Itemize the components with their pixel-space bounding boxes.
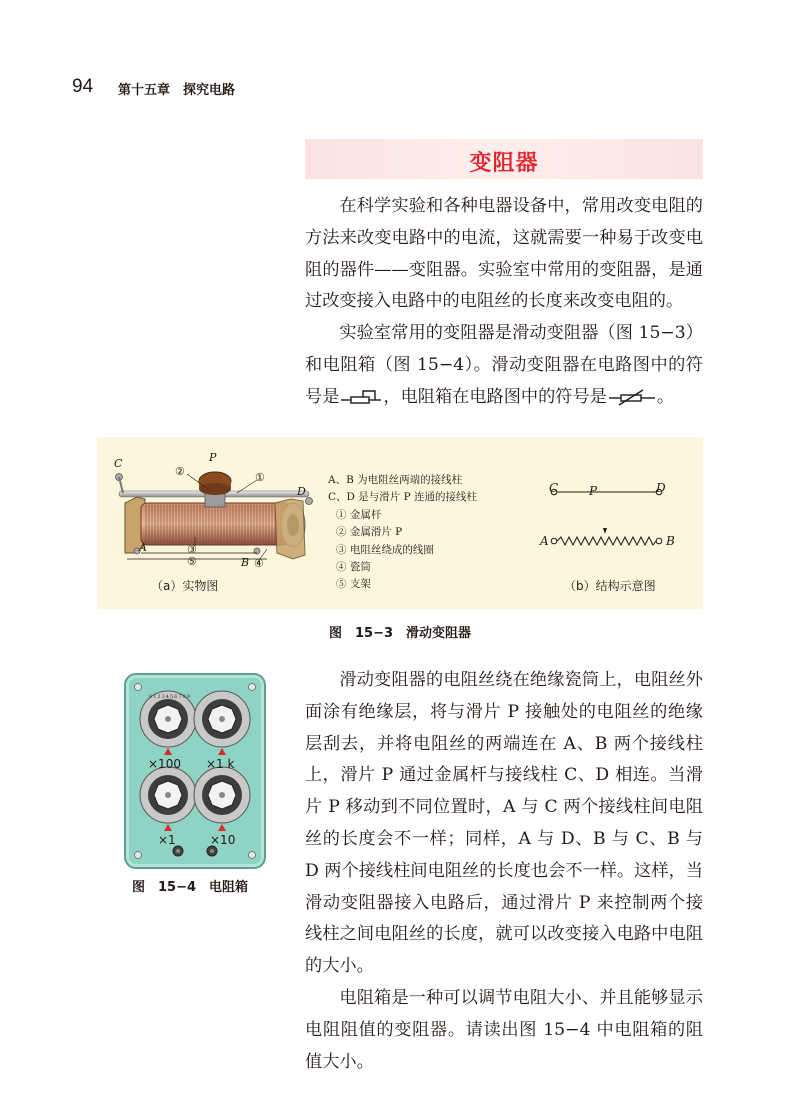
photo-label-2: ② bbox=[175, 465, 185, 478]
schematic-label-c: C bbox=[549, 481, 559, 495]
intro-p2-part-c: 。 bbox=[656, 386, 675, 407]
resistance-box bbox=[124, 673, 266, 869]
dial-1k bbox=[194, 691, 250, 747]
legend-item: ① 金属杆 bbox=[336, 508, 382, 521]
legend-item: A、B 为电阻丝两端的接线柱 bbox=[328, 474, 463, 486]
resistance-box-face bbox=[126, 675, 264, 867]
section-title-band bbox=[305, 139, 703, 179]
rheostat-symbol-icon bbox=[339, 387, 383, 407]
legend-item: C、D 是与滑片 P 连通的接线柱 bbox=[328, 491, 478, 504]
photo-label-3: ③ bbox=[187, 543, 197, 556]
legend-item: ④ 瓷筒 bbox=[336, 561, 371, 574]
dial-label-1: ×1 bbox=[158, 833, 176, 847]
schematic-label-b: B bbox=[666, 534, 675, 548]
resistance-box-symbol-icon bbox=[607, 387, 657, 407]
subcaption-b: （b）结构示意图 bbox=[564, 579, 656, 593]
section-title: 变阻器 bbox=[469, 151, 539, 176]
legend-item: ② 金属滑片 P bbox=[336, 526, 403, 539]
subcaption-a: （a）实物图 bbox=[151, 579, 219, 593]
chapter-title: 第十五章 探究电路 bbox=[118, 83, 236, 98]
figure-15-3-caption: 图 15−3 滑动变阻器 bbox=[328, 626, 472, 641]
photo-label-d: D bbox=[297, 485, 306, 498]
intro-paragraph-2 bbox=[305, 318, 703, 413]
intro-text bbox=[305, 191, 703, 414]
body-text bbox=[305, 665, 703, 1078]
photo-label-c: C bbox=[114, 457, 123, 470]
dial-1 bbox=[140, 767, 196, 823]
intro-p2-part-a: 实验室常用的变阻器是滑动变阻器（图 15−3）和电阻箱（图 15−4）。滑动变阻器在电路图中的符号是 bbox=[305, 323, 703, 407]
schematic-label-d: D bbox=[656, 481, 666, 495]
schematic-label-a: A bbox=[540, 534, 549, 548]
intro-paragraph-1: 在科学实验和各种电器设备中，常用改变电阻的方法来改变电路中的电流，这就需要一种易于改变电阻的器件——变阻器。实验室中常用的变阻器，是通过改变接入电路中的电阻丝的长度来改变电阻的。 bbox=[305, 196, 703, 312]
legend-item: ⑤ 支架 bbox=[336, 578, 371, 591]
dial-10 bbox=[194, 767, 250, 823]
dial-label-100: ×100 bbox=[148, 757, 181, 771]
photo-label-p: P bbox=[209, 451, 217, 464]
figure-legend bbox=[328, 472, 477, 594]
legend-item: ③ 电阻丝绕成的线圈 bbox=[336, 543, 434, 556]
body-paragraph-2: 电阻箱是一种可以调节电阻大小、并且能够显示电阻阻值的变阻器。请读出图 15−4 中电阻箱的阻值大小。 bbox=[305, 987, 703, 1072]
intro-p2-part-b: ，电阻箱在电路图中的符号是 bbox=[383, 386, 607, 407]
body-paragraph-1: 滑动变阻器的电阻丝绕在绝缘瓷筒上，电阻丝外面涂有绝缘层，将与滑片 P 接触处的电阻丝的绝缘层刮去，并将电阻丝的两端连在 A、B 两个接线柱上，滑片 P 通过金属杆与接线柱 C、D 相连。当滑片 P 移动到不同位置时，A 与 C 两个接线柱间电阻丝的长度会不一样；同样，A 与 D、B 与 C、B 与 D 两个接线柱间电阻丝的长度也会不一样。这样，当滑动变阻器接入电路后，通过滑片 P 来控制两个接线柱之间电阻丝的长度，就可以改变接入电路中电阻的大小。 bbox=[305, 670, 703, 977]
schematic-label-p: P bbox=[589, 484, 598, 498]
photo-label-1: ① bbox=[255, 471, 265, 484]
figure-15-4-caption: 图 15−4 电阻箱 bbox=[132, 880, 249, 895]
dial-digits-100: 0123456789 bbox=[149, 694, 191, 700]
dial-label-1k: ×1 k bbox=[206, 757, 235, 771]
page-number: 94 bbox=[72, 76, 94, 97]
photo-label-5: ⑤ bbox=[187, 555, 197, 568]
dial-label-10: ×10 bbox=[210, 833, 236, 847]
photo-label-4: ④ bbox=[254, 557, 264, 570]
photo-label-a: A bbox=[139, 541, 147, 554]
photo-label-b: B bbox=[241, 556, 250, 569]
